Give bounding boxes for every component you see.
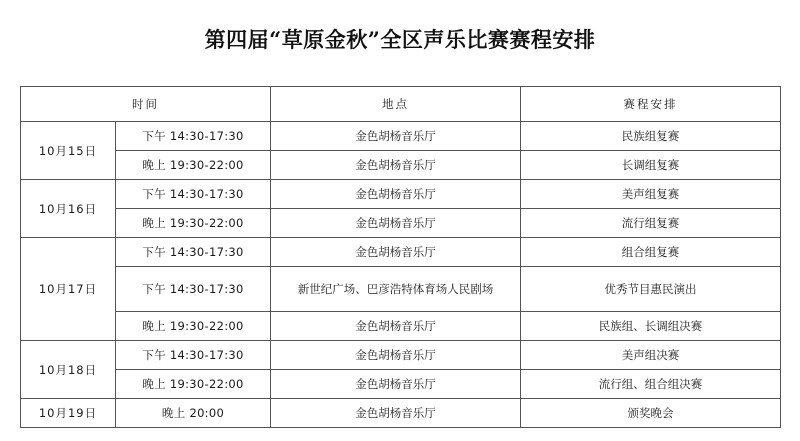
venue-cell: 金色胡杨音乐厅: [271, 370, 521, 399]
venue-cell: 金色胡杨音乐厅: [271, 341, 521, 370]
event-cell: 流行组复赛: [521, 209, 781, 238]
venue-cell: [271, 267, 521, 312]
time-cell: 下午 14:30-17:30: [116, 341, 271, 370]
venue-cell: 金色胡杨音乐厅: [271, 399, 521, 428]
table-row: [21, 151, 781, 180]
time-cell: 下午 14:30-17:30: [116, 180, 271, 209]
table-row: [21, 238, 781, 267]
document-title: 第四届“草原金秋”全区声乐比赛赛程安排: [204, 27, 596, 52]
event-cell: 流行组、组合组决赛: [521, 370, 781, 399]
event-cell: 组合组复赛: [521, 238, 781, 267]
time-cell: 晚上 19:30-22:00: [116, 312, 271, 341]
table-row: [21, 267, 781, 312]
date-cell: 10月15日: [21, 122, 116, 180]
time-cell: 晚上 20:00: [116, 399, 271, 428]
time-cell: 晚上 19:30-22:00: [116, 151, 271, 180]
event-cell: 颁奖晚会: [521, 399, 781, 428]
venue-cell: 金色胡杨音乐厅: [271, 180, 521, 209]
date-cell: 10月18日: [21, 341, 116, 399]
event-cell: 优秀节目惠民演出: [521, 267, 781, 312]
event-cell: 美声组复赛: [521, 180, 781, 209]
time-cell: 晚上 19:30-22:00: [116, 209, 271, 238]
table-row: [21, 312, 781, 341]
venue-cell: 金色胡杨音乐厅: [271, 122, 521, 151]
time-cell: 下午 14:30-17:30: [116, 267, 271, 312]
event-cell: 美声组决赛: [521, 341, 781, 370]
venue-cell: 金色胡杨音乐厅: [271, 209, 521, 238]
date-cell: 10月17日: [21, 238, 116, 341]
schedule-table: [20, 86, 781, 428]
table-row: [21, 370, 781, 399]
table-row: [21, 341, 781, 370]
table-header-row: [21, 87, 781, 122]
venue-cell: 金色胡杨音乐厅: [271, 151, 521, 180]
time-cell: 下午 14:30-17:30: [116, 122, 271, 151]
event-cell: 长调组复赛: [521, 151, 781, 180]
header-venue: 地点: [271, 87, 521, 122]
date-cell: 10月16日: [21, 180, 116, 238]
header-schedule: 赛程安排: [521, 87, 781, 122]
table-row: [21, 399, 781, 428]
venue-cell: 金色胡杨音乐厅: [271, 312, 521, 341]
date-cell: 10月19日: [21, 399, 116, 428]
table-row: [21, 209, 781, 238]
venue-text: 新世纪广场、巴彦浩特体育场人民剧场: [297, 281, 494, 296]
venue-cell: 金色胡杨音乐厅: [271, 238, 521, 267]
event-cell: 民族组、长调组决赛: [521, 312, 781, 341]
time-cell: 晚上 19:30-22:00: [116, 370, 271, 399]
table-row: [21, 180, 781, 209]
header-time: 时间: [21, 87, 271, 122]
table-row: [21, 122, 781, 151]
event-cell: 民族组复赛: [521, 122, 781, 151]
time-cell: 下午 14:30-17:30: [116, 238, 271, 267]
